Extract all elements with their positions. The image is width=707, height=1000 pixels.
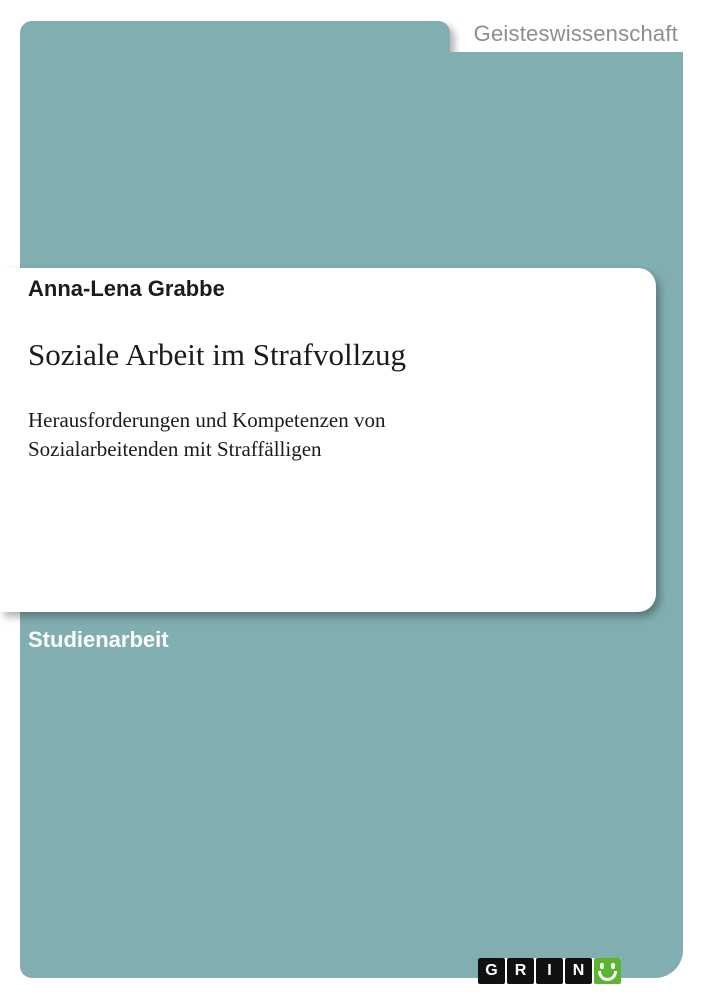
- smiley-right-eye: [611, 963, 615, 969]
- logo-letter-n: N: [565, 958, 592, 984]
- author-name: Anna-Lena Grabbe: [28, 276, 225, 301]
- document-type-label: Studienarbeit: [28, 627, 169, 652]
- smiley-icon: [594, 958, 621, 984]
- logo-letter-i: I: [536, 958, 563, 984]
- grin-logo: [478, 958, 621, 984]
- smiley-left-eye: [600, 963, 604, 969]
- logo-letter-g: G: [478, 958, 505, 984]
- book-subtitle: Herausforderungen und Kompetenzen von Sozialarbeitenden mit Straffälligen: [28, 408, 386, 461]
- logo-letter-r: R: [507, 958, 534, 984]
- category-label: Geisteswissenschaft: [473, 21, 678, 46]
- smiley-mouth: [598, 971, 617, 981]
- title-card: [0, 268, 656, 612]
- book-title: Soziale Arbeit im Strafvollzug: [28, 337, 406, 372]
